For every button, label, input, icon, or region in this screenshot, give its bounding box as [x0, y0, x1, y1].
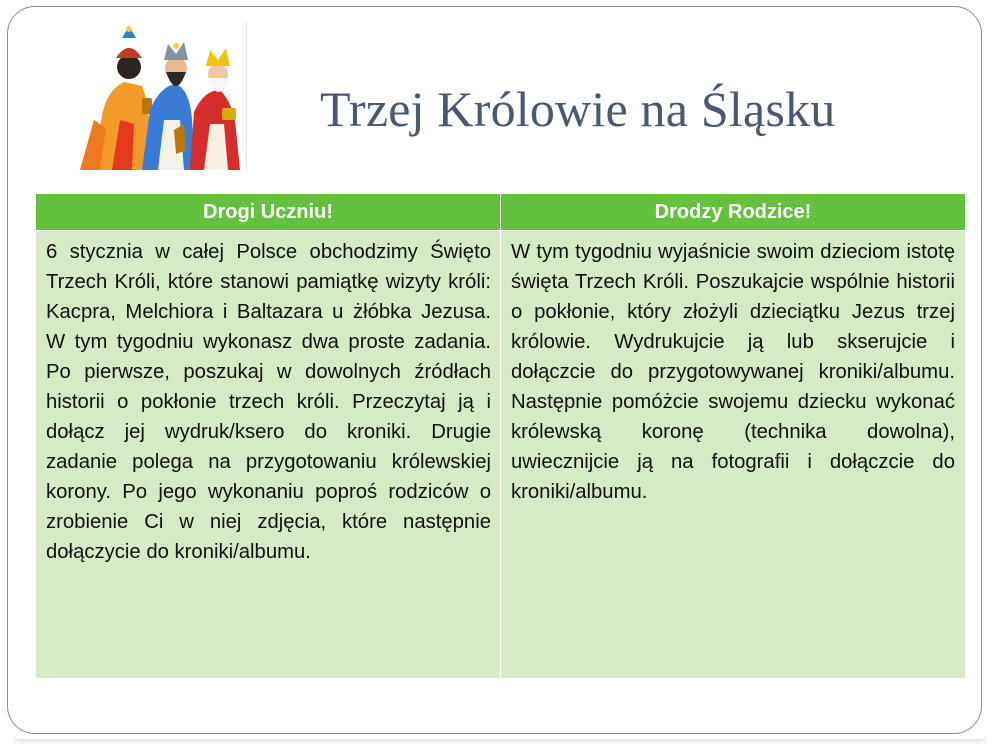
info-table — [35, 193, 966, 679]
illustration-divider — [246, 22, 247, 172]
king-baltazar — [190, 48, 240, 170]
three-kings-illustration — [72, 20, 247, 175]
table-header-row — [36, 194, 966, 231]
king-kacper — [80, 26, 152, 170]
table-row — [36, 231, 966, 679]
student-instructions: 6 stycznia w całej Polsce obchodzimy Święto Trzech Króli, które stanowi pamiątkę wizyty króli: Kacpra, Melchiora i Baltazara u żłóbka Jezusa. W tym tygodniu wykonasz dwa proste zadania. Po pierwsze, poszukaj w dowolnych źródłach historii o pokłonie trzech króli. Przeczytaj ją i dołącz jej wydruk/ksero do kroniki. Drugie zadanie polega na przygotowaniu królewskiej korony. Po jego wykonaniu poproś rodziców o zrobienie Ci w niej zdjęcia, które następnie dołączycie do kroniki/albumu. — [36, 231, 501, 679]
page-title: Trzej Królowie na Śląsku — [320, 81, 836, 137]
header-student: Drogi Uczniu! — [36, 194, 501, 231]
header-parents: Drodzy Rodzice! — [501, 194, 966, 231]
parent-instructions: W tym tygodniu wyjaśnicie swoim dzieciom istotę święta Trzech Króli. Poszukajcie wspólnie historii o pokłonie, który złożyli dzieciątku Jezus trzej królowie. Wydrukujcie ją lub skserujcie i dołączcie do przygotowywanej kroniki/albumu. Następnie pomóżcie swojemu dziecku wykonać królewską koronę (technika dowolna), uwiecznijcie ją na fotografii i dołączcie do kroniki/albumu. — [501, 231, 966, 679]
